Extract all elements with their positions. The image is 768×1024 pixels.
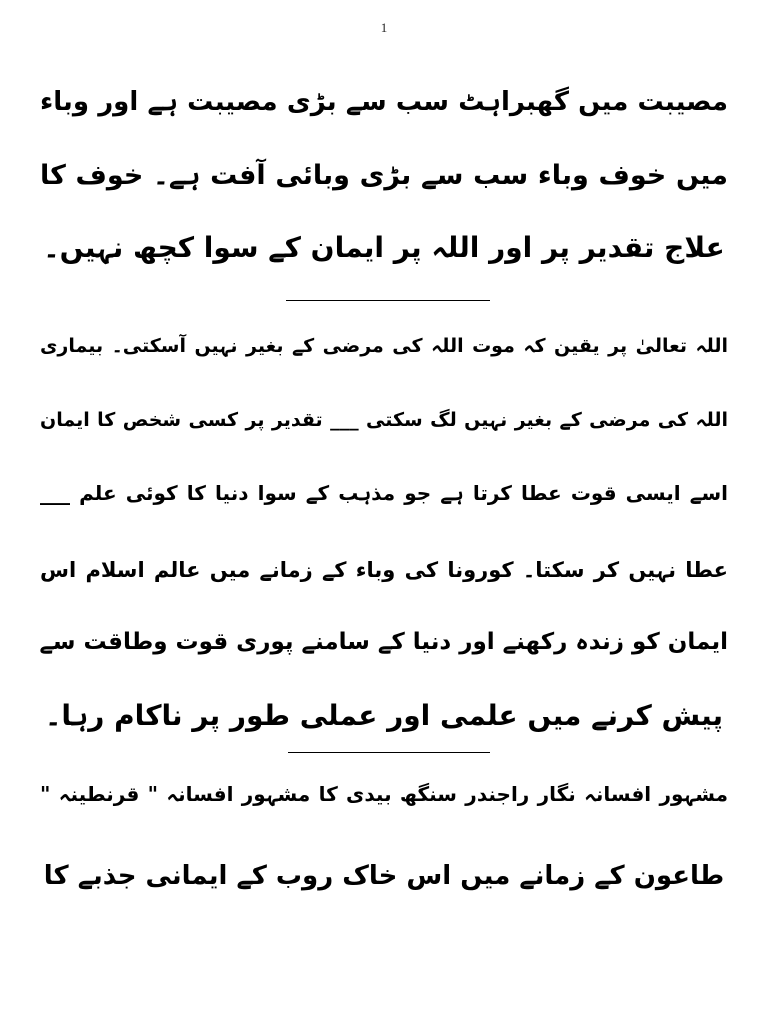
text-line-1: مصیبت میں گھبراہٹ سب سے بڑی مصیبت ہے اور وباء [40, 87, 728, 117]
underline-rule-1 [286, 300, 490, 301]
text-line-8: ایمان کو زندہ رکھنے اور دنیا کے سامنے پوری قوت وطاقت سے [39, 629, 728, 655]
text-line-5: اللہ کی مرضی کے بغیر نہیں لگ سکتی ___ تقدیر پر کسی شخص کا ایمان [40, 409, 728, 431]
text-line-10: مشہور افسانہ نگار راجندر سنگھ بیدی کا مشہور افسانہ " قرنطینہ " [40, 782, 728, 806]
text-line-4: اللہ تعالیٰ پر یقین کہ موت اللہ کی مرضی کے بغیر نہیں آسکتی۔ بیماری [40, 335, 728, 357]
text-line-11: طاعون کے زمانے میں اس خاک روب کے ایمانی جذبے کا [43, 861, 725, 891]
text-line-6: اسے ایسی قوت عطا کرتا ہے جو مذہب کے سوا دنیا کا کوئی علم ___ [40, 481, 728, 505]
text-line-3: علاج تقدیر پر اور اللہ پر ایمان کے سوا کچھ نہیں۔ [43, 231, 725, 264]
text-line-2: میں خوف وباء سب سے بڑی وبائی آفت ہے۔ خوف کا [40, 160, 728, 191]
text-line-9: پیش کرنے میں علمی اور عملی طور پر ناکام رہا۔ [44, 699, 724, 732]
underline-rule-2 [288, 752, 490, 753]
page-number: 1 [380, 20, 388, 35]
text-line-7: عطا نہیں کر سکتا۔ کورونا کی وباء کے زمانے میں عالم اسلام اس [40, 558, 728, 582]
